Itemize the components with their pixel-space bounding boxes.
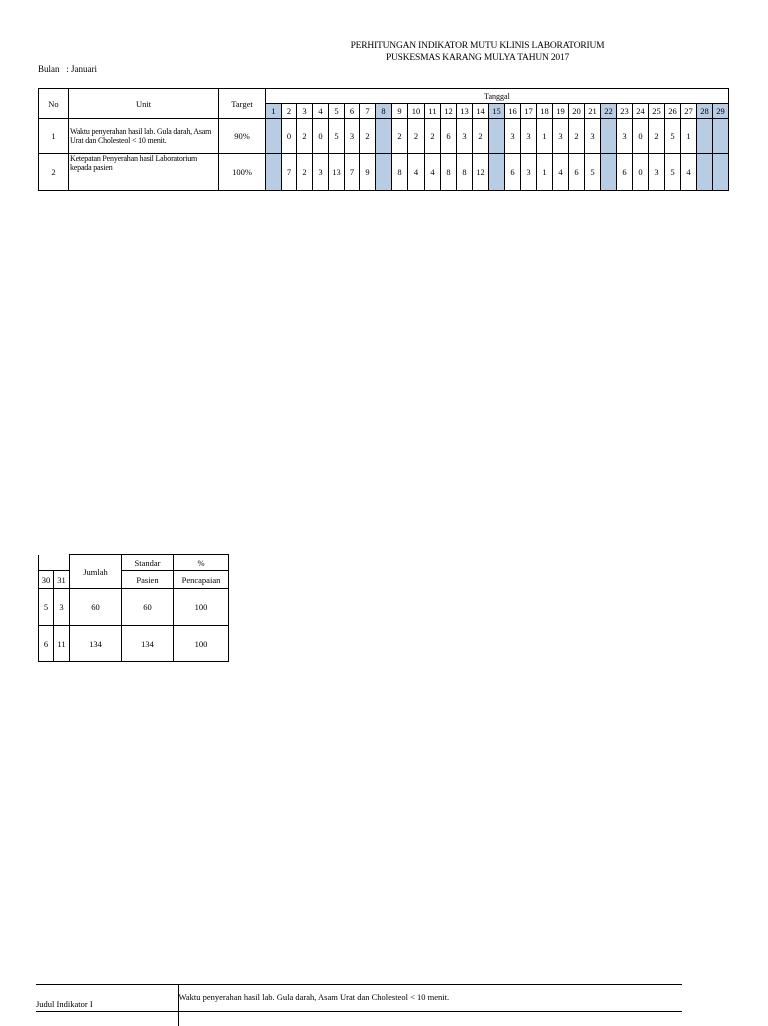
day-header-26: 26: [665, 104, 681, 119]
cell-pencapaian: 100: [174, 626, 229, 662]
day-header-3: 3: [297, 104, 313, 119]
day-value-12: 6: [441, 119, 457, 154]
day-value-2: 7: [282, 154, 297, 191]
day-value-3: 2: [297, 154, 313, 191]
day-value-27: 1: [681, 119, 697, 154]
day-value-9: 8: [392, 154, 408, 191]
day-header-6: 6: [345, 104, 360, 119]
day-value-23: 3: [617, 119, 633, 154]
day-header-8: 8: [376, 104, 392, 119]
cell-jumlah: 134: [70, 626, 122, 662]
day-header-1: 1: [266, 104, 282, 119]
table-row: [39, 119, 729, 154]
row-no: 2: [39, 154, 69, 191]
day-header-20: 20: [569, 104, 585, 119]
day-value-8: [376, 119, 392, 154]
cell-day-30: 6: [39, 626, 54, 662]
day-value-23: 6: [617, 154, 633, 191]
day-value-10: 4: [408, 154, 425, 191]
day-value-29: [713, 119, 729, 154]
day-value-26: 5: [665, 119, 681, 154]
day-value-5: 13: [329, 154, 345, 191]
day-header-7: 7: [360, 104, 376, 119]
day-value-5: 5: [329, 119, 345, 154]
day-value-15: [489, 119, 505, 154]
judul-empty-label: [36, 1012, 178, 1026]
cell-standar: 134: [122, 626, 174, 662]
col-header-standar: Standar: [122, 555, 174, 571]
day-header-25: 25: [649, 104, 665, 119]
month-label: [38, 64, 97, 74]
day-value-11: 2: [425, 119, 441, 154]
day-value-24: 0: [633, 119, 649, 154]
day-value-22: [601, 154, 617, 191]
day-header-29: 29: [713, 104, 729, 119]
day-value-2: 0: [282, 119, 297, 154]
day-header-10: 10: [408, 104, 425, 119]
day-value-27: 4: [681, 154, 697, 191]
cell-day-30: 5: [39, 589, 54, 626]
judul-value: Waktu penyerahan hasil lab. Gula darah, Asam Urat dan Cholesteol < 10 menit.: [178, 985, 682, 1012]
day-value-17: 3: [521, 119, 537, 154]
day-header-24: 24: [633, 104, 649, 119]
day-value-9: 2: [392, 119, 408, 154]
day-value-18: 1: [537, 119, 553, 154]
day-value-4: 0: [313, 119, 329, 154]
bulan-label: Bulan: [38, 64, 60, 74]
day-header-4: 4: [313, 104, 329, 119]
summary-row: [39, 589, 229, 626]
day-value-12: 8: [441, 154, 457, 191]
day-value-13: 8: [457, 154, 473, 191]
col-header-pasien: Pasien: [122, 571, 174, 589]
day-value-13: 3: [457, 119, 473, 154]
day-value-6: 7: [345, 154, 360, 191]
row-unit: Waktu penyerahan hasil lab. Gula darah, Asam Urat dan Cholesteol < 10 menit.: [69, 119, 219, 154]
title-line-2: PUSKESMAS KARANG MULYA TAHUN 2017: [385, 53, 570, 63]
day-header-28: 28: [697, 104, 713, 119]
day-value-28: [697, 154, 713, 191]
day-value-19: 4: [553, 154, 569, 191]
day-value-20: 2: [569, 119, 585, 154]
day-header-17: 17: [521, 104, 537, 119]
col-header-pencapaian: Pencapaian: [174, 571, 229, 589]
day-value-15: [489, 154, 505, 191]
day-value-18: 1: [537, 154, 553, 191]
day-header-2: 2: [282, 104, 297, 119]
table-row: [39, 154, 729, 191]
day-value-1: [266, 119, 282, 154]
day-value-1: [266, 154, 282, 191]
day-header-11: 11: [425, 104, 441, 119]
col-header-jumlah: Jumlah: [70, 555, 122, 589]
day-header-21: 21: [585, 104, 601, 119]
day-value-14: 12: [473, 154, 489, 191]
day-value-28: [697, 119, 713, 154]
cell-standar: 60: [122, 589, 174, 626]
day-value-7: 2: [360, 119, 376, 154]
day-header-19: 19: [553, 104, 569, 119]
day-header-23: 23: [617, 104, 633, 119]
day-value-24: 0: [633, 154, 649, 191]
day-value-21: 5: [585, 154, 601, 191]
col-header-pct: %: [174, 555, 229, 571]
day-value-14: 2: [473, 119, 489, 154]
cell-day-31: 3: [54, 589, 70, 626]
day-value-26: 5: [665, 154, 681, 191]
day-header-5: 5: [329, 104, 345, 119]
row-unit: Ketepatan Penyerahan hasil Laboratorium kepada pasien: [69, 154, 219, 191]
day-value-22: [601, 119, 617, 154]
day-header-15: 15: [489, 104, 505, 119]
row-target: 90%: [219, 119, 266, 154]
col-header-tanggal: Tanggal: [266, 89, 729, 104]
day-value-29: [713, 154, 729, 191]
indicator-table: [38, 88, 729, 191]
summary-row: [39, 626, 229, 662]
day-value-16: 6: [505, 154, 521, 191]
blank-header: [39, 555, 70, 571]
day-header-14: 14: [473, 104, 489, 119]
col-header-day-31: 31: [54, 571, 70, 589]
day-value-25: 2: [649, 119, 665, 154]
cell-pencapaian: 100: [174, 589, 229, 626]
day-value-6: 3: [345, 119, 360, 154]
day-value-21: 3: [585, 119, 601, 154]
day-value-10: 2: [408, 119, 425, 154]
report-title: [300, 40, 655, 64]
judul-label: Judul Indikator I: [36, 985, 178, 1012]
col-header-day-30: 30: [39, 571, 54, 589]
day-header-13: 13: [457, 104, 473, 119]
title-line-1: PERHITUNGAN INDIKATOR MUTU KLINIS LABORATORIUM: [350, 41, 605, 51]
row-target: 100%: [219, 154, 266, 191]
day-header-12: 12: [441, 104, 457, 119]
bulan-value: : Januari: [66, 64, 97, 74]
day-value-3: 2: [297, 119, 313, 154]
col-header-target: Target: [219, 89, 266, 119]
day-value-19: 3: [553, 119, 569, 154]
cell-day-31: 11: [54, 626, 70, 662]
cell-jumlah: 60: [70, 589, 122, 626]
day-value-16: 3: [505, 119, 521, 154]
day-value-7: 9: [360, 154, 376, 191]
day-value-8: [376, 154, 392, 191]
indicator-title-table: [36, 984, 682, 1026]
col-header-no: No: [39, 89, 69, 119]
day-header-22: 22: [601, 104, 617, 119]
col-header-unit: Unit: [69, 89, 219, 119]
day-header-16: 16: [505, 104, 521, 119]
row-no: 1: [39, 119, 69, 154]
day-value-20: 6: [569, 154, 585, 191]
judul-empty-value: [178, 1012, 682, 1026]
day-value-17: 3: [521, 154, 537, 191]
day-value-4: 3: [313, 154, 329, 191]
day-header-27: 27: [681, 104, 697, 119]
day-value-11: 4: [425, 154, 441, 191]
day-header-9: 9: [392, 104, 408, 119]
day-header-18: 18: [537, 104, 553, 119]
day-value-25: 3: [649, 154, 665, 191]
summary-table: [38, 554, 229, 662]
